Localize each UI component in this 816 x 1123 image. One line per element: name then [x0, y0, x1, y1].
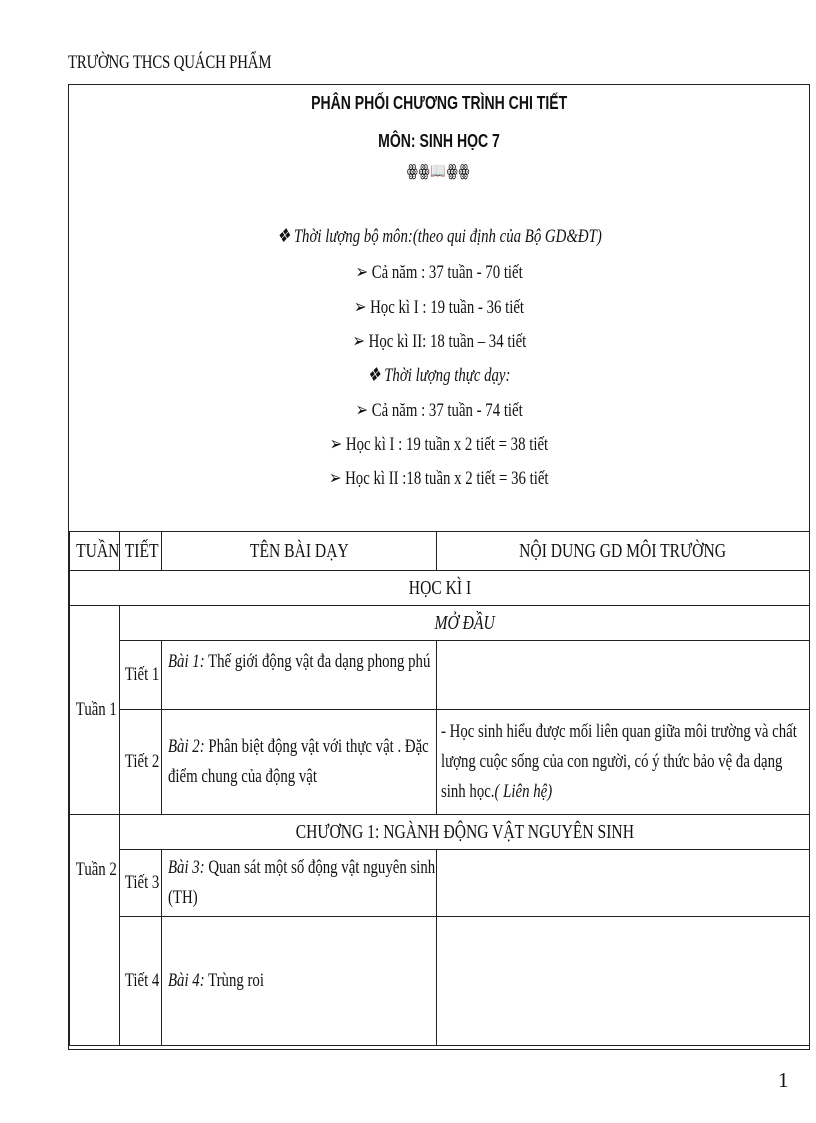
- env-cell: [437, 641, 810, 710]
- week-cell: Tuần 2: [70, 815, 120, 1046]
- env-cell: [437, 850, 810, 917]
- period-cell: Tiết 3: [120, 850, 162, 917]
- doc-subject: MÔN: SINH HỌC 7: [378, 131, 500, 151]
- period-cell: Tiết 2: [120, 710, 162, 815]
- actual-sem1: ➢ Học kì I : 19 tuần x 2 tiết = 38 tiết: [329, 434, 549, 455]
- duration-heading: ❖ Thời lượng bộ môn:(theo qui định của Bộ GD&ĐT): [276, 226, 602, 247]
- col-header-lesson: TÊN BÀI DẠY: [162, 532, 437, 571]
- duration-sem2: ➢ Học kì II: 18 tuần – 34 tiết: [352, 331, 526, 352]
- col-header-period: TIẾT: [120, 532, 162, 571]
- table-row: [70, 641, 810, 710]
- lesson-cell: Bài 1: Thế giới động vật đa dạng phong phú: [162, 641, 437, 710]
- duration-year: ➢ Cả năm : 37 tuần - 70 tiết: [355, 262, 523, 283]
- actual-sem2: ➢ Học kì II :18 tuần x 2 tiết = 36 tiết: [329, 468, 549, 489]
- env-cell: - Học sinh hiểu được mối liên quan giữa môi trường và chất lượng cuộc sống của con người, có ý thức bảo vệ đa dạng sinh học.( Liên hệ): [437, 710, 810, 815]
- table-row: [70, 850, 810, 917]
- table-row: [70, 710, 810, 815]
- page-number: 1: [778, 1068, 789, 1092]
- env-cell: [437, 917, 810, 1046]
- actual-heading: ❖ Thời lượng thực dạy:: [367, 365, 511, 386]
- semester-label: HỌC KÌ I: [70, 571, 810, 606]
- lesson-cell: Bài 3: Quan sát một số động vật nguyên sinh (TH): [162, 850, 437, 917]
- doc-title: PHÂN PHỐI CHƯƠNG TRÌNH CHI TIẾT: [310, 93, 568, 113]
- period-cell: Tiết 1: [120, 641, 162, 710]
- table-row: [70, 815, 810, 850]
- table-row: [70, 606, 810, 641]
- lesson-cell: Bài 2: Phân biệt động vật với thực vật . Đặc điểm chung của động vật: [162, 710, 437, 815]
- col-header-week: TUẦN: [70, 532, 120, 571]
- lesson-cell: Bài 4: Trùng roi: [162, 917, 437, 1046]
- header-block: [69, 85, 809, 532]
- ornament: ꙮꙮ📖ꙮꙮ: [407, 163, 471, 180]
- section-heading: CHƯƠNG 1: NGÀNH ĐỘNG VẬT NGUYÊN SINH: [120, 815, 810, 850]
- period-cell: Tiết 4: [120, 917, 162, 1046]
- table-row: [70, 917, 810, 1046]
- week-cell: Tuần 1: [70, 606, 120, 815]
- actual-year: ➢ Cả năm : 37 tuần - 74 tiết: [355, 400, 523, 421]
- table-header-row: [70, 532, 810, 571]
- school-name: TRƯỜNG THCS QUÁCH PHẨM: [68, 52, 272, 73]
- section-heading: MỞ ĐẦU: [120, 606, 810, 641]
- col-header-env: NỘI DUNG GD MÔI TRƯỜNG: [437, 532, 810, 571]
- duration-sem1: ➢ Học kì I : 19 tuần - 36 tiết: [353, 297, 525, 318]
- document-frame: [68, 84, 810, 1050]
- semester-row: [70, 571, 810, 606]
- schedule-table: [69, 531, 810, 1046]
